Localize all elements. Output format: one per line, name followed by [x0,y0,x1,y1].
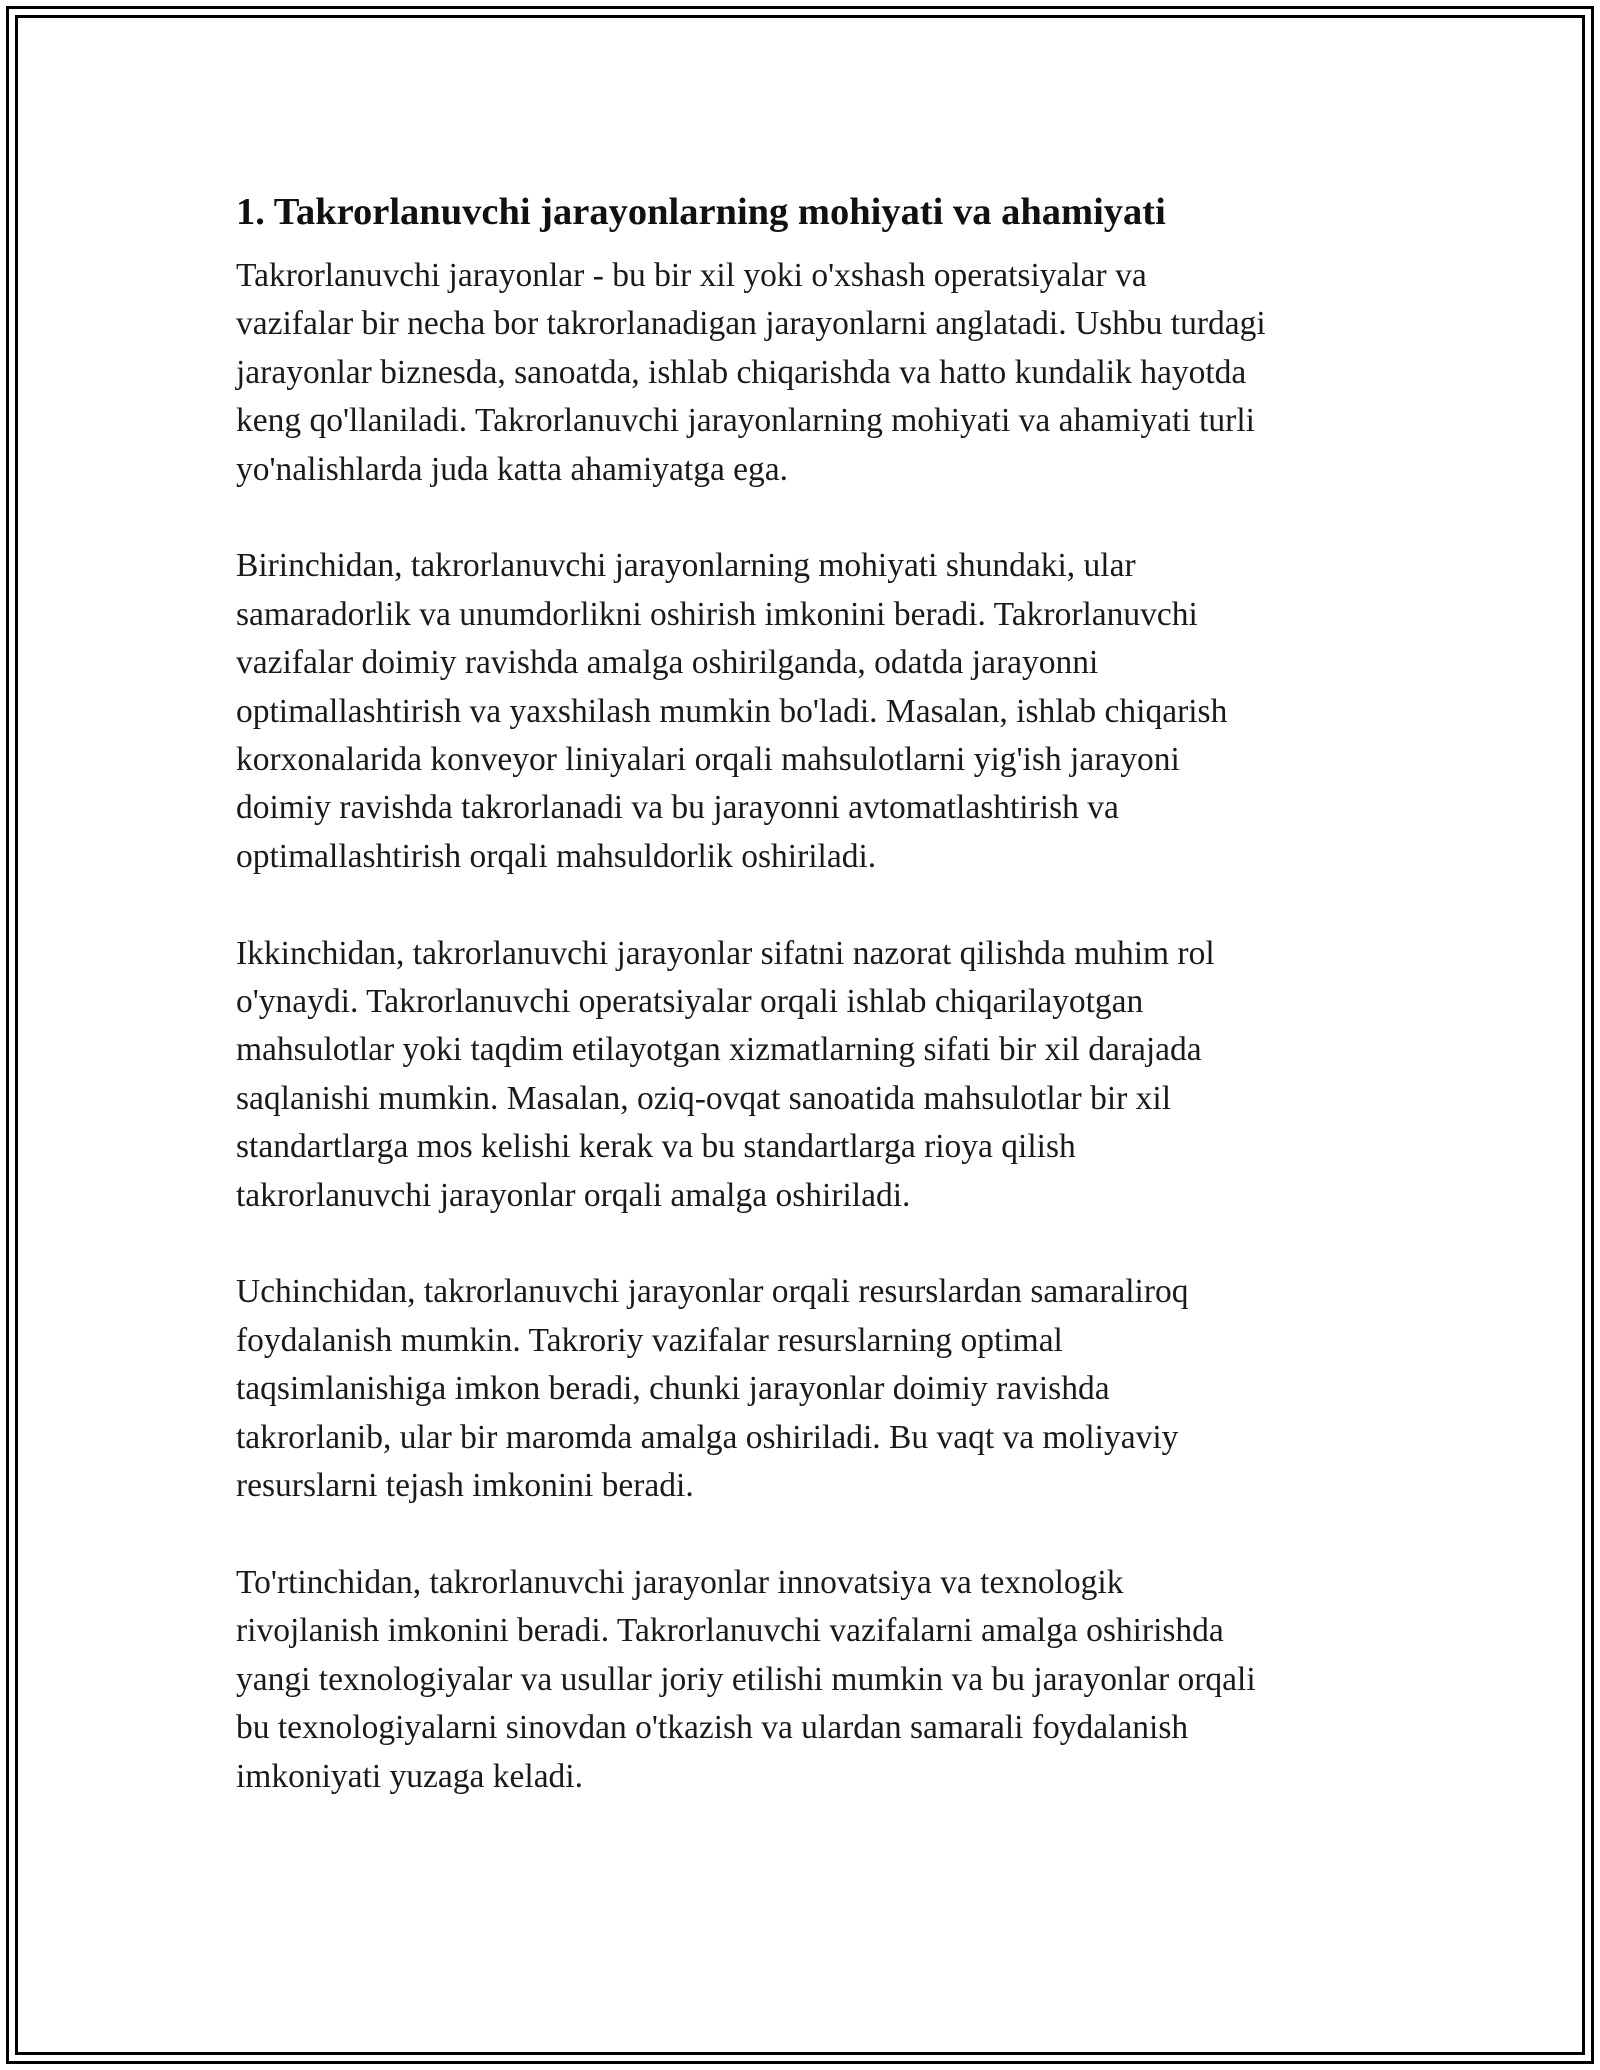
text-line: yangi texnologiyalar va usullar joriy etilishi mumkin va bu jarayonlar orqali [236,1660,1256,1698]
paragraph-definition [236,252,1386,494]
text-line: o'ynaydi. Takrorlanuvchi operatsiyalar orqali ishlab chiqarilayotgan [236,983,1144,1021]
text-line: Ikkinchidan, takrorlanuvchi jarayonlar sifatni nazorat qilishda muhim rol [236,934,1215,972]
paragraph-second-point [236,930,1386,1220]
section-title: 1. Takrorlanuvchi jarayonlarning mohiyati va ahamiyati [236,191,1166,233]
text-line: korxonalarida konveyor liniyalari orqali mahsulotlarni yig'ish jarayoni [236,741,1180,779]
text-line: optimallashtirish orqali mahsuldorlik oshiriladi. [236,837,877,875]
text-line: Birinchidan, takrorlanuvchi jarayonlarning mohiyati shundaki, ular [236,547,1136,585]
text-line: Takrorlanuvchi jarayonlar - bu bir xil yoki o'xshash operatsiyalar va [236,257,1147,294]
paragraph-third-point [236,1268,1386,1510]
text-line: Uchinchidan, takrorlanuvchi jarayonlar orqali resurslardan samaraliroq [236,1273,1189,1311]
text-line: vazifalar doimiy ravishda amalga oshirilganda, odatda jarayonni [236,644,1099,682]
text-line: mahsulotlar yoki taqdim etilayotgan xizmatlarning sifati bir xil darajada [236,1031,1202,1069]
text-line: takrorlanuvchi jarayonlar orqali amalga oshiriladi. [236,1176,911,1214]
paragraph-fourth-point [236,1559,1386,1801]
text-line: imkoniyati yuzaga keladi. [236,1757,583,1795]
text-line: taqsimlanishiga imkon beradi, chunki jarayonlar doimiy ravishda [236,1370,1110,1408]
document-body [236,184,1386,1849]
text-line: keng qo'llaniladi. Takrorlanuvchi jarayonlarning mohiyati va ahamiyati turli [236,402,1255,440]
text-line: yo'nalishlarda juda katta ahamiyatga ega. [236,450,789,488]
text-line: samaradorlik va unumdorlikni oshirish imkonini beradi. Takrorlanuvchi [236,595,1198,633]
text-line: doimiy ravishda takrorlanadi va bu jarayonni avtomatlashtirish va [236,789,1119,827]
text-line: standartlarga mos kelishi kerak va bu standartlarga rioya qilish [236,1128,1076,1166]
text-line: To'rtinchidan, takrorlanuvchi jarayonlar innovatsiya va texnologik [236,1563,1124,1601]
text-line: foydalanish mumkin. Takroriy vazifalar resurslarning optimal [236,1321,1063,1359]
text-line: jarayonlar biznesda, sanoatda, ishlab chiqarishda va hatto kundalik hayotda [236,353,1247,391]
text-line: bu texnologiyalarni sinovdan o'tkazish va ulardan samarali foydalanish [236,1709,1189,1747]
text-line: takrorlanib, ular bir maromda amalga oshiriladi. Bu vaqt va moliyaviy [236,1418,1179,1456]
text-line: resurslarni tejash imkonini beradi. [236,1467,694,1505]
text-line: vazifalar bir necha bor takrorlanadigan jarayonlarni anglatadi. Ushbu turdagi [236,305,1266,343]
paragraph-first-point [236,542,1386,881]
text-line: saqlanishi mumkin. Masalan, oziq-ovqat sanoatida mahsulotlar bir xil [236,1079,1172,1117]
text-line: optimallashtirish va yaxshilash mumkin bo'ladi. Masalan, ishlab chiqarish [236,692,1228,730]
text-line: rivojlanish imkonini beradi. Takrorlanuvchi vazifalarni amalga oshirishda [236,1612,1224,1650]
